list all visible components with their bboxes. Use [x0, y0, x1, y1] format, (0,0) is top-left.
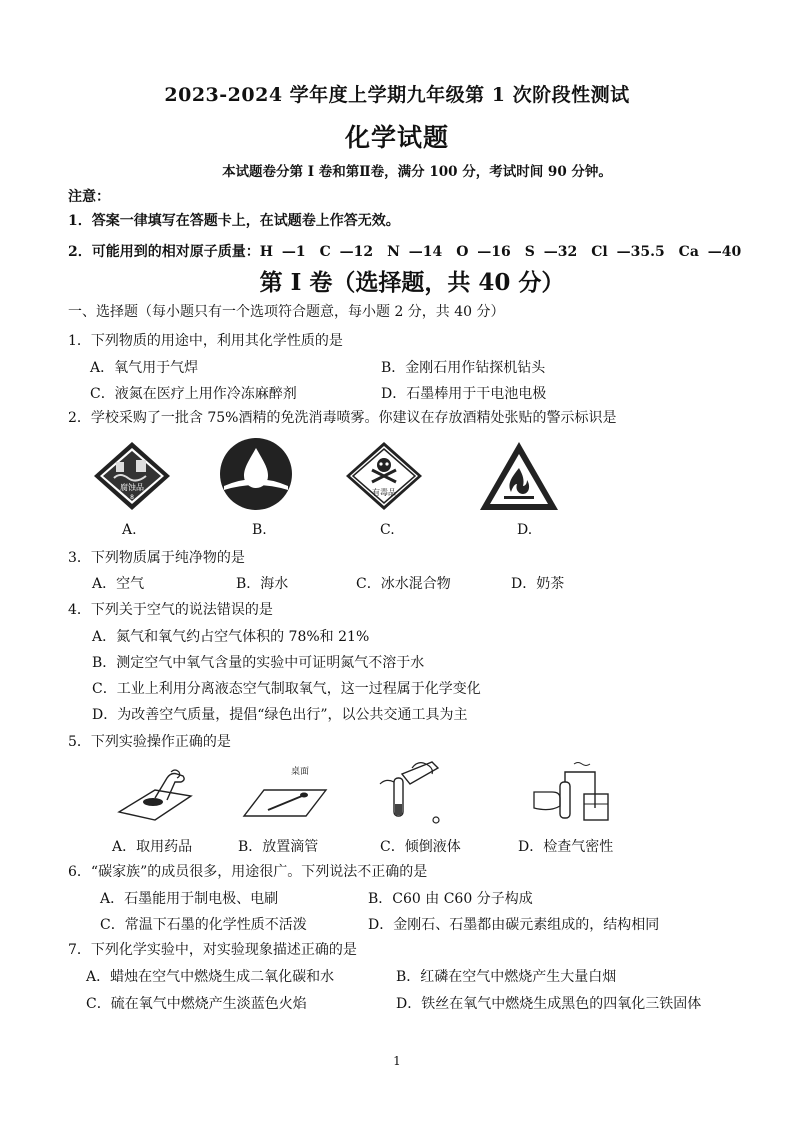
question-4-option-a: A．氮气和氧气约占空气体积的 78%和 21%: [92, 629, 370, 645]
table-label: 桌面: [290, 767, 310, 777]
question-7-option-b: B．红磷在空气中燃烧产生大量白烟: [396, 969, 617, 985]
sign-b-label-option: B.: [252, 522, 267, 538]
sign-d-label-option: D.: [517, 522, 533, 538]
question-3-option-a: A．空气: [92, 576, 145, 592]
note-item-1: 1．答案一律填写在答题卡上，在试题卷上作答无效。: [68, 213, 400, 229]
check-airtightness-illustration-icon: [530, 760, 615, 825]
exam-title: 2023-2024 学年度上学期九年级第 1 次阶段性测试: [164, 84, 630, 106]
question-5-option-b: B．放置滴管: [238, 839, 319, 855]
subject-title: 化学试题: [344, 123, 449, 152]
question-3-option-c: C．冰水混合物: [356, 576, 451, 592]
question-5-option-c: C．倾倒液体: [380, 839, 461, 855]
question-2-stem: 2．学校采购了一批含 75%酒精的免洗消毒喷雾。你建议在存放酒精处张贴的警示标识是: [68, 410, 617, 426]
sign-c-label: 有毒品: [372, 488, 396, 497]
note-item-2: 2．可能用到的相对原子质量：H —1 C —12 N —14 O —16 S —32 Cl —35.5 Ca —40: [68, 244, 742, 260]
pour-liquid-illustration-icon: [372, 760, 450, 825]
take-reagent-illustration-icon: [115, 760, 195, 825]
question-7-option-c: C．硫在氧气中燃烧产生淡蓝色火焰: [86, 996, 307, 1012]
question-4-option-b: B．测定空气中氧气含量的实验中可证明氮气不溶于水: [92, 655, 425, 671]
question-4-option-d: D．为改善空气质量，提倡“绿色出行”，以公共交通工具为主: [92, 707, 468, 723]
part-heading: 一、选择题（每小题只有一个选项符合题意，每小题 2 分，共 40 分）: [68, 304, 505, 320]
flammable-sign-icon: [478, 440, 560, 512]
question-1-option-b: B．金刚石用作钻探机钻头: [381, 360, 546, 376]
water-droplet-sign-icon: [218, 436, 294, 512]
question-1-option-d: D．石墨棒用于干电池电极: [381, 386, 547, 402]
question-6-option-b: B．C60 由 C60 分子构成: [368, 891, 533, 907]
sign-a-label: 腐蚀品: [120, 483, 144, 492]
question-3-stem: 3．下列物质属于纯净物的是: [68, 550, 245, 566]
question-3-option-b: B．海水: [236, 576, 289, 592]
question-6-option-d: D．金刚石、石墨都由碳元素组成的，结构相同: [368, 917, 660, 933]
question-5-option-d: D．检查气密性: [518, 839, 614, 855]
sign-a-label-option: A.: [122, 522, 137, 538]
question-6-stem: 6．“碳家族”的成员很多，用途很广。下列说法不正确的是: [68, 864, 428, 880]
question-7-stem: 7．下列化学实验中，对实验现象描述正确的是: [68, 942, 357, 958]
place-dropper-illustration-icon: [240, 760, 330, 825]
notes-heading: 注意：: [68, 189, 110, 205]
section-title: 第 I 卷（选择题，共 40 分）: [259, 269, 565, 296]
page-number: 1: [393, 1054, 401, 1068]
question-4-option-c: C．工业上利用分离液态空气制取氧气，这一过程属于化学变化: [92, 681, 481, 697]
svg-text:8: 8: [130, 494, 134, 501]
sign-c-label-option: C.: [380, 522, 395, 538]
question-1-option-c: C．液氮在医疗上用作冷冻麻醉剂: [90, 386, 297, 402]
question-6-option-a: A．石墨能用于制电极、电刷: [100, 891, 279, 907]
question-7-option-a: A．蜡烛在空气中燃烧生成二氧化碳和水: [86, 969, 335, 985]
question-1-stem: 1．下列物质的用途中，利用其化学性质的是: [68, 333, 343, 349]
question-5-stem: 5．下列实验操作正确的是: [68, 734, 231, 750]
question-3-option-d: D．奶茶: [511, 576, 565, 592]
exam-intro: 本试题卷分第 I 卷和第Ⅱ卷，满分 100 分，考试时间 90 分钟。: [222, 164, 612, 180]
question-4-stem: 4．下列关于空气的说法错误的是: [68, 602, 273, 618]
question-7-option-d: D．铁丝在氧气中燃烧生成黑色的四氧化三铁固体: [396, 996, 702, 1012]
question-5-option-a: A．取用药品: [112, 839, 193, 855]
question-6-option-c: C．常温下石墨的化学性质不活泼: [100, 917, 307, 933]
question-1-option-a: A．氧气用于气焊: [90, 360, 199, 376]
corrosive-sign-icon: [92, 440, 172, 512]
toxic-sign-icon: [344, 440, 424, 512]
